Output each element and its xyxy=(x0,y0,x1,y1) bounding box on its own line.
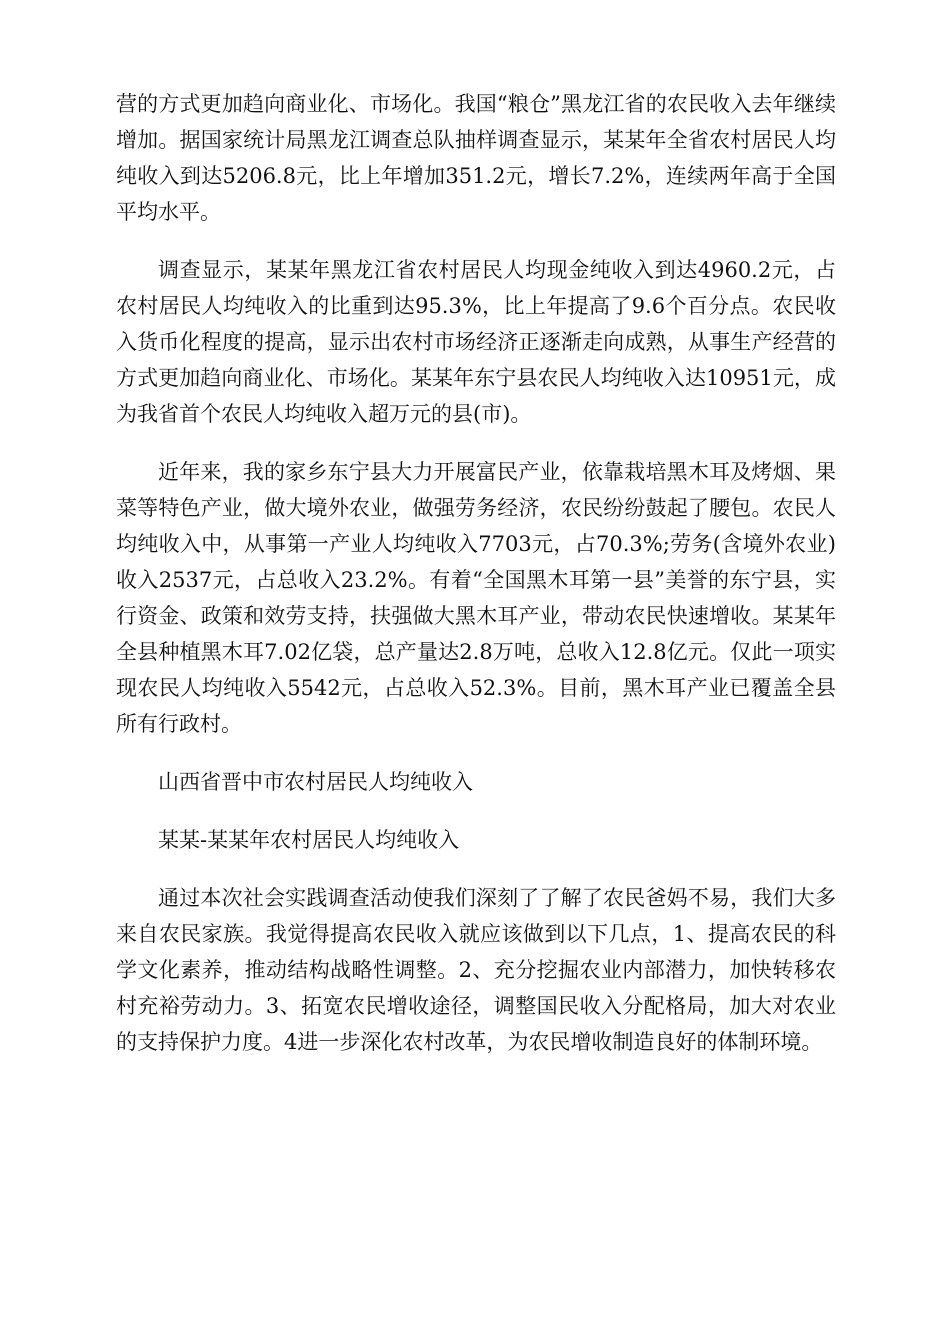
paragraph-dongning-county: 近年来，我的家乡东宁县大力开展富民产业，依靠栽培黑木耳及烤烟、果菜等特色产业，做大境外农业，做强劳务经济，农民纷纷鼓起了腰包。农民人均纯收入中，从事第一产业人均纯收入7703元，占70.3%;劳务(含境外农业)收入2537元，占总收入23.2%。有着“全国黑木耳第一县”美誉的东宁县，实行资金、政策和效劳支持，扶强做大黑木耳产业，带动农民快速增收。某某年全县种植黑木耳7.02亿袋，总产量达2.8万吨，总收入12.8亿元。仅此一项实现农民人均纯收入5542元，占总收入52.3%。目前，黑木耳产业已覆盖全县所有行政村。 xyxy=(116,460,836,736)
paragraph-continuation: 营的方式更加趋向商业化、市场化。我国“粮仓”黑龙江省的农民收入去年继续增加。据国家统计局黑龙江调查总队抽样调查显示，某某年全省农村居民人均纯收入到达5206.8元，比上年增加351.2元，增长7.2%，连续两年高于全国平均水平。 xyxy=(116,92,836,224)
caption-income-years: 某某-某某年农村居民人均纯收入 xyxy=(158,828,460,852)
paragraph-conclusion: 通过本次社会实践调查活动使我们深刻了了解了农民爸妈不易，我们大多来自农民家族。我觉得提高农民收入就应该做到以下几点，1、提高农民的科学文化素养，推动结构战略性调整。2、充分挖掘农业内部潜力，加快转移农村充裕劳动力。3、拓宽农民增收途径，调整国民收入分配格局，加大对农业的支持保护力度。4进一步深化农村改革，为农民增收制造良好的体制环境。 xyxy=(116,886,836,1054)
paragraph-survey-results: 调查显示，某某年黑龙江省农村居民人均现金纯收入到达4960.2元，占农村居民人均纯收入的比重到达95.3%，比上年提高了9.6个百分点。农民收入货币化程度的提高，显示出农村市场经济正逐渐走向成熟，从事生产经营的方式更加趋向商业化、市场化。某某年东宁县农民人均纯收入达10951元，成为我省首个农民人均纯收入超万元的县(市)。 xyxy=(116,258,836,426)
caption-shanxi-jinzhong: 山西省晋中市农村居民人均纯收入 xyxy=(158,770,473,794)
document-body xyxy=(116,86,836,1082)
